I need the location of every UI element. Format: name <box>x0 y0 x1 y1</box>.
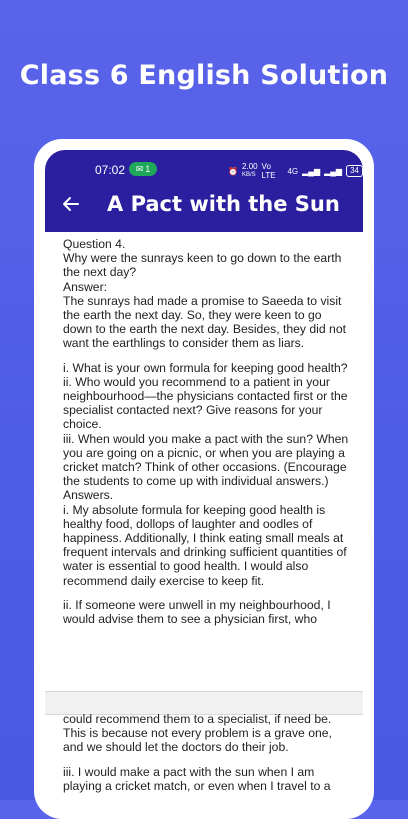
text-line: could recommend them to a specialist, if need be. This is because not every problem is a grave one, and we should let the doctors do their job. <box>63 712 332 755</box>
text-line: The sunrays had made a promise to Saeeda to visit the earth the next day. So, they were keen to go down to the earth the next day. Besides, they did not want the earthlings to consider them as liars. <box>63 293 346 351</box>
signal-icon-2: ▂▄▆ <box>324 166 343 176</box>
back-arrow-icon[interactable] <box>61 194 81 214</box>
volte-label: Vo LTE <box>261 162 276 180</box>
app-screen <box>45 150 363 810</box>
text-line: ii. If someone were unwell in my neighbourhood, I would advise them to see a physician first, who <box>63 597 331 627</box>
solution-text <box>63 237 353 626</box>
status-indicators <box>228 162 363 180</box>
alarm-icon: ⏰ <box>228 166 238 176</box>
status-bar <box>45 160 363 182</box>
network-speed: 2.00 KB/S <box>241 162 258 178</box>
solution-text-continued <box>63 712 353 793</box>
app-bar <box>45 150 363 232</box>
notification-icon: ✉ <box>135 163 144 174</box>
battery-icon: 34 <box>346 165 363 177</box>
text-line: Question 4. <box>63 237 126 251</box>
status-time: 07:02 <box>95 163 126 177</box>
text-line: i. What is your own formula for keeping good health? <box>63 360 348 375</box>
spacer <box>63 351 353 361</box>
text-line: ii. Who would you recommend to a patient in your neighbourhood—the physicians contacted first or the specialist contacted next? Give reasons for your choice. <box>63 374 348 432</box>
text-line: Answer: <box>63 279 108 294</box>
network-type: 4G <box>287 166 299 176</box>
notification-count: 1 <box>145 164 151 174</box>
promo-title: Class 6 English Solution <box>19 60 389 91</box>
text-line: Answers. <box>63 488 114 503</box>
spacer <box>63 588 353 598</box>
spacer <box>63 755 353 765</box>
text-line: iii. When would you make a pact with the sun? When you are going on a picnic, or when you are playing a cricket match? Think of other occasions. (Encourage the students to come up with individual answers.) <box>63 431 349 489</box>
signal-icon: ▂▄▆ <box>302 166 321 176</box>
page-title: A Pact with the Sun <box>107 192 340 216</box>
text-line: Why were the sunrays keen to go down to the earth the next day? <box>63 251 342 280</box>
text-line: i. My absolute formula for keeping good health is healthy food, dollops of laughter and oodles of happiness. Additionally, I think eating small meals at frequent intervals and drinking sufficient quantities of water is essential to good health. I would also recommend daily exercise to keep fit. <box>63 502 347 588</box>
text-line: iii. I would make a pact with the sun when I am playing a cricket match, or even when I travel to a <box>63 764 331 793</box>
notification-badge <box>129 162 157 176</box>
